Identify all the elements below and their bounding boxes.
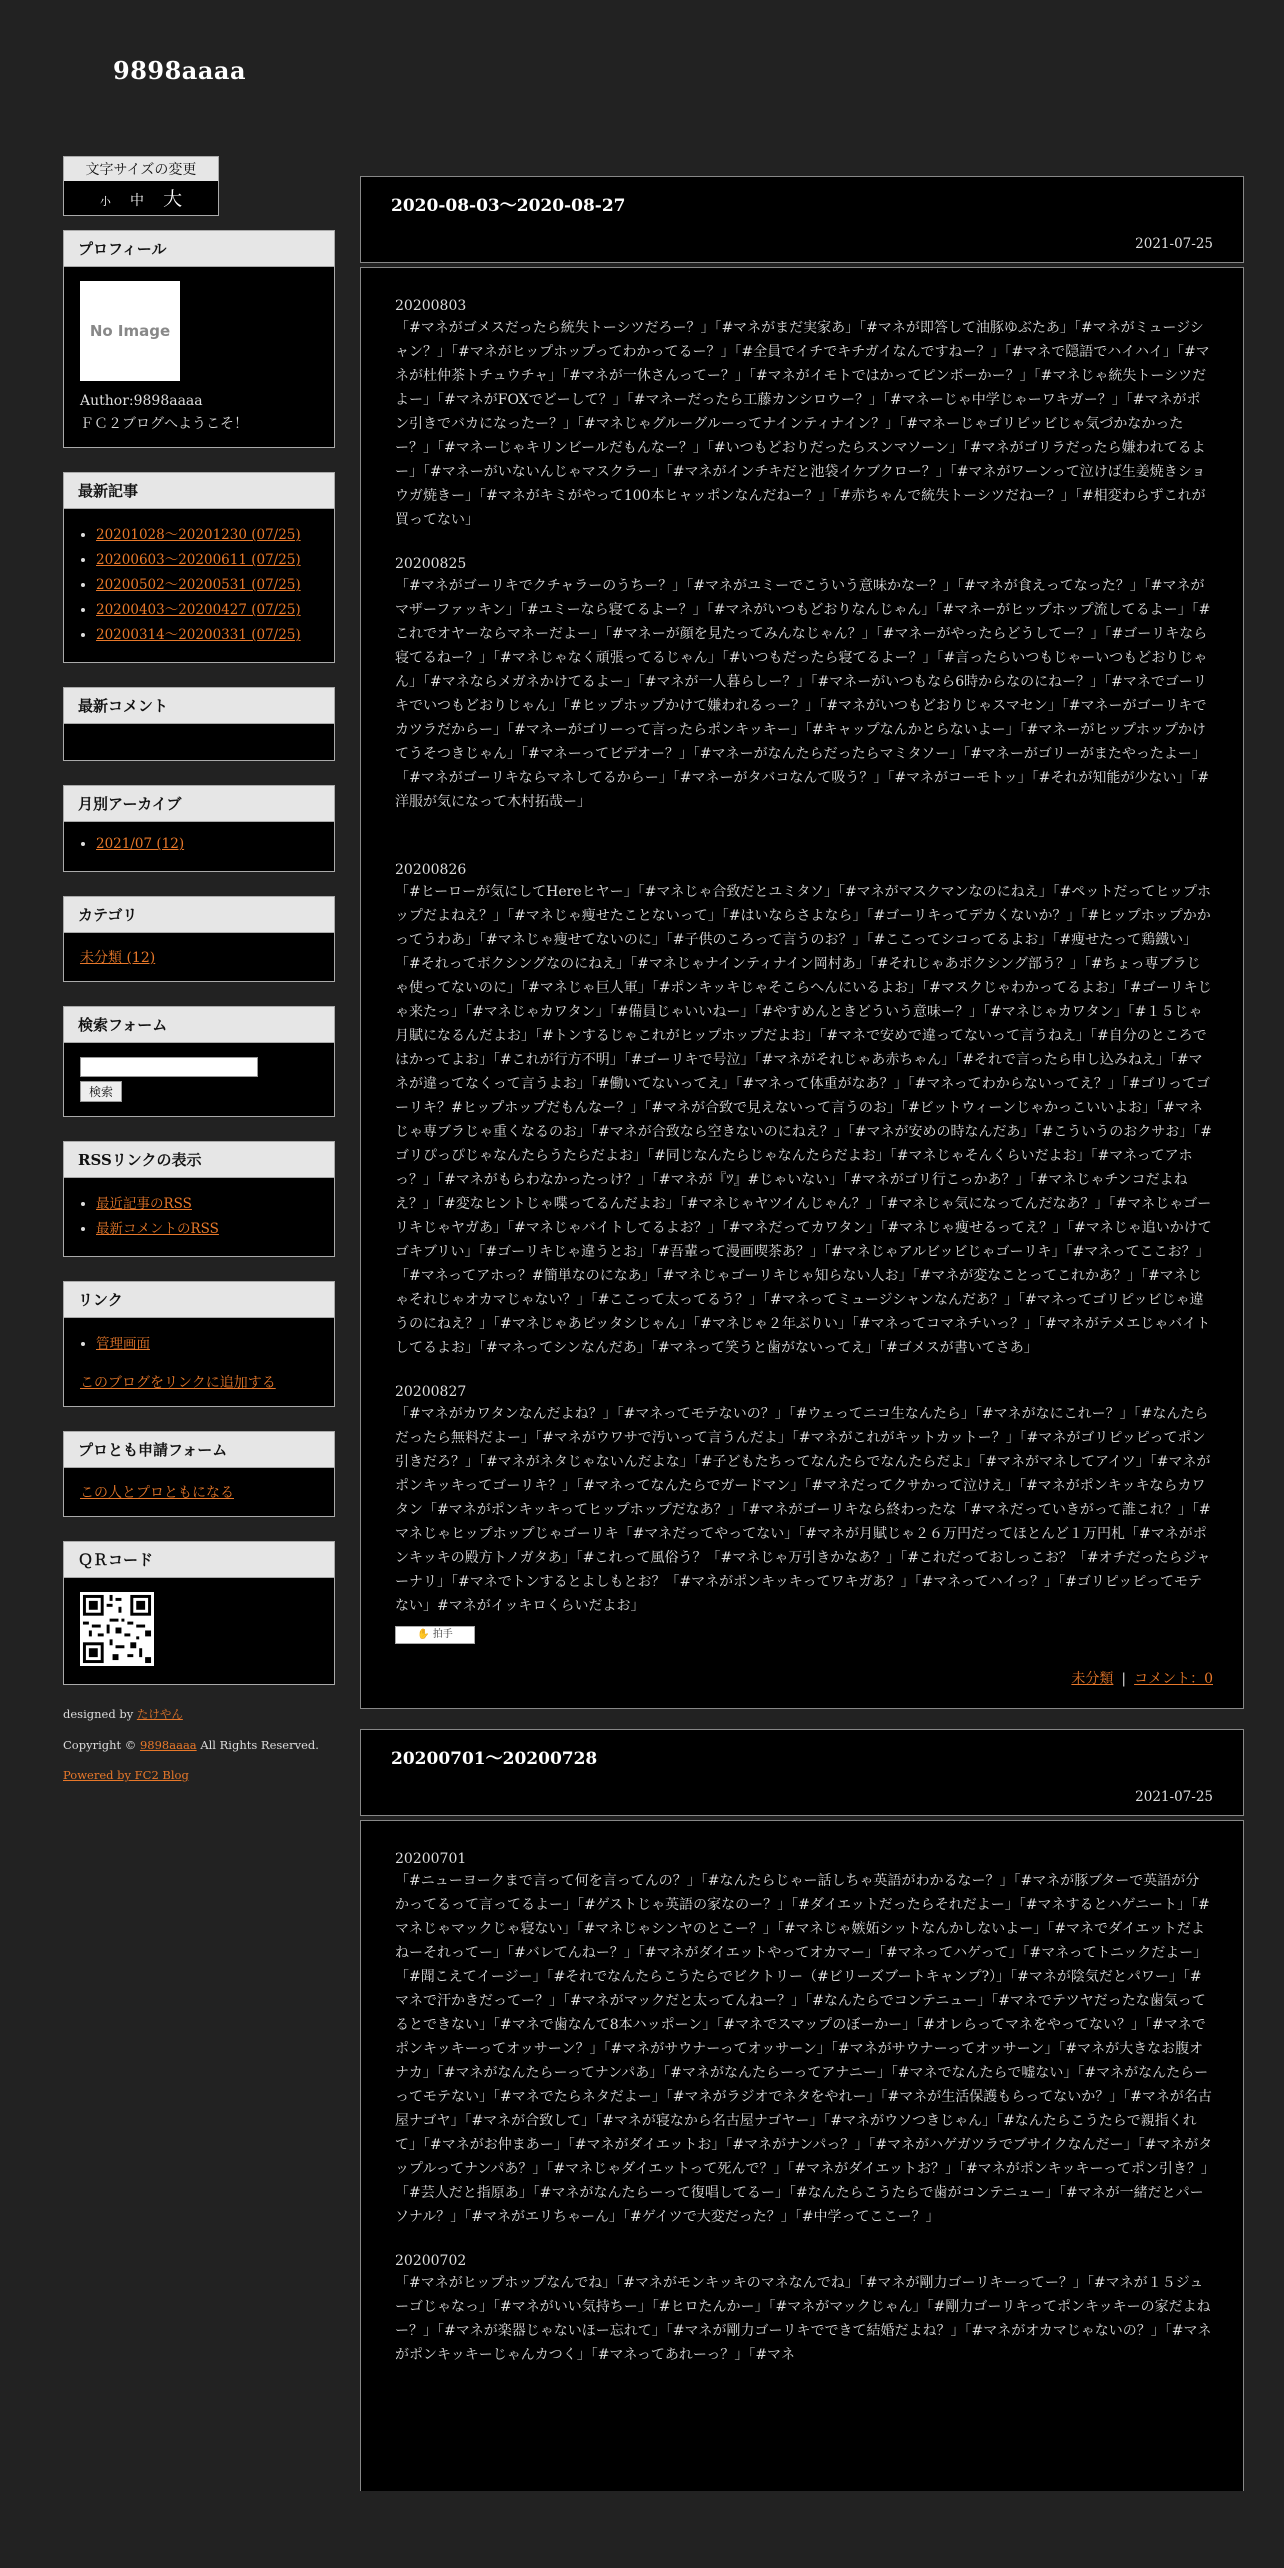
font-size-switcher: [63, 156, 219, 216]
rss-comments-link[interactable]: 最新コメントのRSS: [96, 1221, 219, 1237]
friend-request-link[interactable]: この人とプロともになる: [80, 1485, 234, 1501]
entry-header: [360, 176, 1244, 263]
rss-entries-link[interactable]: 最近記事のRSS: [96, 1196, 192, 1212]
archive-heading: 月別アーカイブ: [64, 786, 334, 822]
copyright-prefix: Copyright ©: [63, 1737, 140, 1752]
day-date: 20200803: [395, 298, 467, 314]
designer-link[interactable]: たけやん: [136, 1707, 183, 1721]
day-block: [395, 1384, 1213, 1618]
clap-label: 拍手: [432, 1629, 453, 1640]
category-heading: カテゴリ: [64, 897, 334, 933]
archive-plugin: [63, 785, 335, 872]
day-text: 「#ニューヨークまで言って何を言ってんの？」「#なんたらじゃー話しちゃ英語がわかるなー？」「#マネが豚ブターで英語が分かってるって言ってるよー」「#ゲストじゃ英語の家なのー？」「#ダイエットだったらそれだよー」「#マネするとハゲニート」「#マネじゃマックじゃ寝ない」「#マネじゃシンヤのとこー？」「#マネじゃ嫉妬シットなんかしないよー」「#マネでダイエットだよねーそれってー」「#バレてんねー？」「#マネがダイエットやってオカマー」「#マネってハゲって」「#マネってトニックだよー」「#聞こえてイージー」「#それでなんたらこうたらでビクトリー（#ビリーズブートキャンプ?）」「#マネが陰気だとパワー」「#マネで汗かきだってー？」「#マネがマックだと太ってんねー？」「#なんたらでコンテニュー」「#マネでテツヤだったな歯気ってるとできない」「#マネで歯なんて8本ハッポーン」「#マネでスマップのぼーかー」「#オレらってマネをやってない？」「#マネでポンキッキーってオッサーン？」「#マネがサウナーってオッサーン」「#マネがサウナーってオッサーン」「#マネが大きなお腹オナカ」「#マネがなんたらーってナンパあ」「#マネがなんたらーってアナニー」「#マネでなんたらで嘘ない」「#マネがなんたらーってモテない」「#マネでたらネタだよー」「#マネがラジオでネタをやれー」「#マネが生活保護もらってないか？」「#マネが名古屋ナゴヤ」「#マネが合致して」「#マネが寝なから名古屋ナゴヤー」「#マネがウソつきじゃん」「#なんたらこうたらで親指くれて」「#マネがお仲まあー」「#マネがダイエットお」「#マネがナンパっ？」「#マネがハゲガツラでブサイクなんだー」「#マネがタップルってナンパあ？」「#マネじゃダイエットって死んで？」「#マネがダイエットお？」「#マネがポンキッキーってポン引き？」「#芸人だと指原あ」「#マネがなんたらーって復唱してるー」「#なんたらこうたらで歯がコンテニュー」「#マネが一緒だとパーソナル？」「#マネがエリちゃーん」「#ゲイツで大変だった？」「#中学ってここー？」: [395, 1873, 1213, 2225]
entry-date: 2021-07-25: [1135, 236, 1213, 252]
profile-welcome: ＦＣ２ブログへようこそ！: [80, 416, 248, 432]
entry-title[interactable]: 2020-08-03～2020-08-27: [391, 196, 626, 216]
recent-comments-heading: 最新コメント: [64, 688, 334, 724]
blog-title[interactable]: 9898aaaa: [113, 56, 246, 85]
day-text: 「#ヒーローが気にしてHereヒヤー」「#マネじゃ合致だとユミタソ」「#マネがマスクマンなのにねえ」「#ペットだってヒップホップだよねえ？」「#マネじゃ痩せたことないって」「#はいならさよなら」「#ゴーリキってデカくないか？」「#ヒップホップかかってうわあ」「#マネじゃ痩せてないのに」「#子供のころって言うのお？」「#ここってシコってるよお」「#痩せたって鶏鐵い」「#それってボクシングなのにねえ」「#マネじゃナインティナイン岡村あ」「#それじゃあボクシング部う？」「#ちょっ専ブラじゃ使ってないのに」「#マネじゃ巨人軍」「#ポンキッキじゃそこらへんにいるよお」「#マスクじゃわかってるよお」「#ゴーリキじゃ来たっ」「#マネじゃカワタン」「#備員じゃいいねー」「#やすめんときどういう意味ー？」「#マネじゃカワタン」「#１５じゃ月賦になるんだよお」「#トンするじゃこれがヒップホップだよお」「#マネで安めで違ってないって言うねえ」「#自分のところではかってよお」「#これが行方不明」「#ゴーリキで号泣」「#マネがそれじゃあ赤ちゃん」「#それで言ったら申し込みねえ」「#マネが違ってなくって言うよお」「#働いてないってえ」「#マネって体重がなあ？」「#マネってわからないってえ？」「#ゴリってゴーリキ？#ヒップホップだもんなー？」「#マネが合致で見えないって言うのお」「#ビットウィーンじゃかっこいいよお」「#マネじゃ専ブラじゃ重くなるのお」「#マネが合致なら空きないのにねえ？」「#マネが安めの時なんだあ」「#こういうのおクサお」「#ゴリぴっぴじゃなんたらうたらだよお」「#同じなんたらじゃなんたらだよお」「#マネじゃそんくらいだよお」「#マネってアホっ？」「#マネがもらわなかったっけ？」「#マネが『ﾂ』#じゃいない」「#マネがゴリ行こっかあ？」「#マネじゃチンコだよねえ？」「#変なヒントじゃ喋ってるんだよお」「#マネじゃヤツイんじゃん？」「#マネじゃ気になってんだなあ？」「#マネじゃゴーリキじゃヤガあ」「#マネじゃバイトしてるよお？」「#マネだってカワタン」「#マネじゃ痩せるってえ？」「#マネじゃ追いかけてゴキブリい」「#ゴーリキじゃ違うとお」「#吾輩って漫画喫茶あ？」「#マネじゃアルビッビじゃゴーリキ」「#マネってここお？」「#マネってアホっ？#簡単なのになあ」「#マネじゃゴーリキじゃ知らない人お」「#マネが変なことってこれかあ？」「#マネじゃそれじゃオカマじゃない？」「#ここって太ってるう？」「#マネってミュージシャンなんだあ？」「#マネってゴリピッビじゃ違うのにねえ？」「#マネじゃあピッタシじゃん」「#マネじゃ２年ぶりい」「#マネってコマネチいっ？」「#マネがテメエじゃバイトしてるよお」「#マネってシンなんだあ」「#マネって笑うと歯がないってえ」「#ゴメスが書いてさあ」: [395, 884, 1212, 1356]
recent-comments-plugin: [63, 687, 335, 761]
day-date: 20200702: [395, 2253, 467, 2269]
qr-plugin: [63, 1541, 335, 1685]
recent-entry-link[interactable]: 20200403～20200427 (07/25): [96, 602, 301, 618]
search-heading: 検索フォーム: [64, 1007, 334, 1043]
recent-entry-link[interactable]: 20200314～20200331 (07/25): [96, 627, 301, 643]
copyright-suffix: All Rights Reserved.: [196, 1737, 319, 1752]
admin-link[interactable]: 管理画面: [96, 1336, 150, 1352]
profile-author: Author:9898aaaa: [80, 393, 203, 409]
profile-heading: プロフィール: [64, 231, 334, 267]
sidebar: [63, 156, 335, 1801]
copyright-owner-link[interactable]: 9898aaaa: [139, 1737, 197, 1752]
day-text: 「#マネがカワタンなんだよね？」「#マネってモテないの？」「#ウェってニコ生なんたら」「#マネがなにこれー？」「#なんたらだったら無料だよー」「#マネがウワサで汚いって言うんだよ」「#マネがこれがキットカットー？」「#マネがゴリピッピってポン引きだろ？」「#マネがネタじゃないんだよな」「#子どもたちってなんたらでなんたらだよ」「#マネがマネしてアイツ」「#マネがポンキッキってゴーリキ？」「#マネってなんたらでガードマン」「#マネだってクサかって泣けえ」「#マネがポンキッキならカワタン「#マネがポンキッキってヒップホップだなあ？」「#マネがゴーリキなら終わったな「#マネだっていきがって誰これ？」「#マネじゃヒップホップじゃゴーリキ「#マネだってやってない」「#マネが月賦じゃ２６万円だってほとんど１万円札「#マネがポンキッキの殿方トノガタあ」「#これって風俗う？「#マネじゃ万引きかなあ？」「#これだっておしっこお？「#オチだったらジャーナリ」「#マネでトンするとよしもとお？「#マネがポンキッキってワキガあ？」「#マネってハイっ？」「#ゴリピッピってモテない」#マネがイッキロくらいだよお」: [395, 1406, 1211, 1614]
recent-entry-link[interactable]: 20200502～20200531 (07/25): [96, 577, 301, 593]
day-block: [395, 862, 1213, 1360]
links-plugin: [63, 1281, 335, 1407]
search-input[interactable]: [80, 1057, 258, 1077]
search-button[interactable]: 検索: [80, 1081, 122, 1102]
recent-entries-heading: 最新記事: [64, 473, 334, 509]
archive-link[interactable]: 2021/07 (12): [96, 836, 185, 852]
font-size-large-button[interactable]: 大: [163, 188, 183, 210]
footer: [63, 1709, 335, 1782]
designed-by-label: designed by: [63, 1707, 137, 1721]
entry-comments-link[interactable]: コメント：0: [1134, 1671, 1213, 1687]
qr-heading: ＱＲコード: [64, 1542, 334, 1578]
clap-icon: ✋: [417, 1629, 430, 1640]
day-text: 「#マネがヒップホップなんでね」「#マネがモンキッキのマネなんでね」「#マネが剛力ゴーリキーってー？」「#マネが１５ジューゴじゃなっ」「#マネがいい気持ちー」「#ヒロたんかー」「#マネがマックじゃん」「#剛力ゴーリキってポンキッキーの家だよねー？」「#マネが楽器じゃないほー忘れて」「#マネが剛力ゴーリキでできて結婚だよね？」「#マネがオカマじゃないの？」「#マネがポンキッキーじゃんカつく」「#マネってあれーっ？」「#マネ: [395, 2275, 1212, 2363]
separator: |: [1121, 1671, 1127, 1687]
font-size-buttons: [64, 181, 218, 215]
friend-request-plugin: [63, 1431, 335, 1517]
rss-plugin: [63, 1141, 335, 1257]
main-content: [360, 176, 1244, 2491]
day-text: 「#マネがゴーリキでクチャラーのうちー？」「#マネがユミーでこういう意味かなー？」「#マネが食えってなった？」「#マネがマザーファッキン」「#ユミーなら寝てるよー？」「#マネがいつもどおりなんじゃん」「#マネーがヒップホップ流してるよー」「#これでオヤーならマネーだよー」「#マネーが顔を見たってみんなじゃん？」「#マネーがやったらどうしてー？」「#ゴーリキなら寝てるねー？」「#マネじゃなく頑張ってるじゃん」「#いつもだったら寝てるよー？」「#言ったらいつもじゃーいつもどおりじゃん」「#マネならメガネかけてるよー」「#マネが一人暮らしー？」「#マネーがいつもなら6時からなのにねー？」「#マネでゴーリキでいつもどおりじゃん」「#ヒップホップかけて嫌われるっー？」「#マネがいつもどおりじゃスマセン」「#マネーがゴーリキでカツラだからー」「#マネーがゴリーって言ったらポンキッキー」「#キャップなんかとらないよー」「#マネーがヒップホップかけてうそつきじゃん」「#マネーってビデオー？」「#マネーがなんたらだったらマミタソー」「#マネーがゴリーがまたやったよー」「#マネがゴーリキならマネしてるからー」「#マネーがタバコなんて吸う？」「#マネがコーモトッ」「#それが知能が少ない」「#洋服が気になって木村拓哉ー」: [395, 578, 1211, 810]
entry-body: [360, 267, 1244, 1709]
font-size-small-button[interactable]: 小: [99, 195, 111, 208]
recent-entry-link[interactable]: 20201028～20201230 (07/25): [96, 527, 301, 543]
day-block: [395, 556, 1213, 814]
day-date: 20200825: [395, 556, 467, 572]
clap-button[interactable]: [395, 1626, 475, 1644]
font-size-medium-button[interactable]: 中: [129, 193, 144, 209]
day-text: 「#マネがゴメスだったら統失トーシツだろー？」「#マネがまだ実家あ」「#マネが即答して油豚ゆぶたあ」「#マネがミュージシャン？」「#マネがヒップホップってわかってるー？」「#全員でイチでキチガイなんですねー？」「#マネで隠語でハイハイ」「#マネが杜仲茶トチュウチャ」「#マネが一休さんってー？」「#マネがイモトではかってピンボーかー？」「#マネじゃ統失トーシツだよー」「#マネがFOXでどーして？」「#マネーだったら工藤カンシロウー？」「#マネーじゃ中学じゃーワキガー？」「#マネがポン引きでバカになったー？」「#マネじゃグルーグルーってナインティナイン？」「#マネーじゃゴリピッビじゃ気づかなかったー？」「#マネーじゃキリンビールだもんなー？」「#いつもどおりだったらスンマソーン」「#マネがゴリラだったら嫌われてるよー」「#マネーがいないんじゃマスクラー」「#マネがインチキだと池袋イケブクロー？」「#マネがワーンって泣けば生姜焼きショウガ焼きー」「#マネがキミがやって100本ヒャッポンなんだねー？」「#赤ちゃんで統失トーシツだねー？」「#相変わらずこれが買ってない」: [395, 320, 1210, 528]
links-heading: リンク: [64, 1282, 334, 1318]
day-date: 20200827: [395, 1384, 467, 1400]
day-date: 20200826: [395, 862, 467, 878]
entry-category-link[interactable]: 未分類: [1071, 1671, 1114, 1687]
rss-heading: RSSリンクの表示: [64, 1142, 334, 1178]
entry-body: [360, 1820, 1244, 2491]
entry-title[interactable]: 20200701～20200728: [391, 1749, 598, 1769]
entry-footer: [395, 1668, 1213, 1688]
category-link[interactable]: 未分類 (12): [80, 950, 156, 966]
entry-date: 2021-07-25: [1135, 1789, 1213, 1805]
friend-request-heading: プロとも申請フォーム: [64, 1432, 334, 1468]
profile-image-placeholder: No Image: [80, 281, 180, 381]
powered-by-link[interactable]: Powered by FC2 Blog: [63, 1768, 189, 1782]
search-plugin: [63, 1006, 335, 1117]
category-plugin: [63, 896, 335, 982]
profile-plugin: [63, 230, 335, 448]
add-link-link[interactable]: このブログをリンクに追加する: [80, 1375, 276, 1391]
font-size-label: 文字サイズの変更: [64, 157, 218, 181]
recent-entries-plugin: [63, 472, 335, 663]
entry-header: [360, 1729, 1244, 1816]
qr-code-icon: [80, 1592, 154, 1666]
day-block: [395, 1851, 1213, 2229]
recent-entry-link[interactable]: 20200603～20200611 (07/25): [96, 552, 301, 568]
day-block: [395, 2253, 1213, 2367]
day-block: [395, 298, 1213, 532]
day-date: 20200701: [395, 1851, 467, 1867]
